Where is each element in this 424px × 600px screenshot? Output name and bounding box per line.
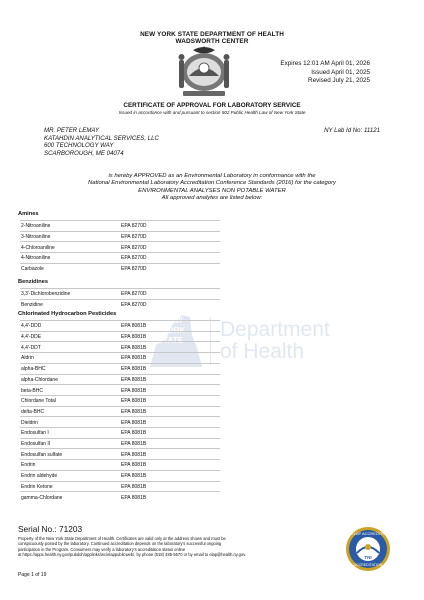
badge-center-text: TNI	[364, 555, 372, 560]
analyte-name: 3-Nitroaniline	[21, 234, 51, 241]
analyte-name: gamma-Chlordane	[21, 494, 63, 501]
analyte-method: EPA 8081B	[121, 408, 147, 415]
analyte-method: EPA 8081B	[121, 473, 147, 480]
footer-line-3: participation in the Program. Consumers may verify a laboratory's accreditation status online	[18, 546, 186, 552]
analyte-method: EPA 8270D	[121, 291, 147, 298]
analyte-method: EPA 8081B	[121, 323, 147, 330]
analyte-method: EPA 8270D	[121, 244, 147, 251]
analyte-name: 4,4'-DDE	[21, 334, 42, 341]
analyte-method: EPA 8081B	[121, 430, 147, 437]
analyte-name: Endosulfan sulfate	[21, 451, 63, 458]
nelap-accredited-badge-icon	[343, 525, 393, 573]
analyte-method: EPA 8270D	[121, 302, 147, 309]
serial-number: Serial No.: 71203	[18, 524, 83, 534]
analyte-row	[20, 299, 220, 311]
badge-bottom-text: ACCREDITATION	[353, 563, 383, 567]
analyte-row	[20, 491, 220, 503]
analyte-name: beta-BHC	[21, 387, 43, 394]
lab-id-number: NY Lab Id No: 11121	[324, 127, 380, 134]
analyte-name: 4-Chloroaniline	[21, 244, 55, 251]
analyte-name: Benzidine	[21, 302, 43, 309]
section-heading: Amines	[18, 211, 39, 217]
analyte-method: EPA 8081B	[121, 494, 147, 501]
approval-statement	[0, 173, 424, 203]
analyte-method: EPA 8081B	[121, 334, 147, 341]
issued-date: Issued April 01, 2025	[311, 68, 370, 76]
watermark-york: YORK	[162, 326, 186, 335]
badge-top-text: NELAP ACCREDITED	[348, 531, 388, 536]
analyte-name: Endosulfan II	[21, 441, 51, 448]
certificate-title: CERTIFICATE OF APPROVAL FOR LABORATORY SERVICE	[123, 102, 301, 109]
approval-line-2: National Environmental Laboratory Accreditation Conference Standards (2016) for the category	[88, 180, 336, 187]
analyte-row	[20, 263, 220, 275]
approval-line-1: is hereby APPROVED as an Environmental Laboratory in conformance with the	[108, 173, 316, 179]
analyte-method: EPA 8081B	[121, 355, 147, 362]
expires-date: Expires 12:01 AM April 01, 2026	[280, 60, 370, 67]
footer-line-1: Property of the New York State Department of Health. Certificates are valid only at the address shown and must be	[18, 536, 226, 541]
analyte-method: EPA 8081B	[121, 451, 147, 458]
laboratory-name: KATAHDIN ANALYTICAL SERVICES, LLC	[44, 134, 159, 142]
center-title: WADSWORTH CENTER	[175, 38, 249, 45]
analyte-method: EPA 8081B	[121, 483, 147, 490]
city-state-zip: SCARBOROUGH, ME 04074	[44, 149, 124, 157]
analyte-method: EPA 8081B	[121, 366, 147, 373]
revised-date: Revised July 21, 2025	[308, 77, 370, 85]
analyte-name: 4,4'-DDD	[21, 323, 42, 330]
analyte-name: Aldrin	[21, 355, 34, 362]
approval-line-4: All approved analytes are listed below:	[161, 195, 263, 202]
new-york-state-seal-icon	[171, 38, 237, 102]
analyte-name: alpha-Chlordane	[21, 376, 58, 383]
analyte-method: EPA 8081B	[121, 419, 147, 426]
watermark-new: NEW	[164, 316, 183, 325]
analyte-method: EPA 8081B	[121, 462, 147, 469]
analyte-method: EPA 8270D	[121, 255, 147, 262]
contact-name: MR. PETER LEMAY	[44, 127, 100, 134]
section-heading: Chlorinated Hydrocarbon Pesticides	[18, 311, 117, 317]
section-heading: Benzidines	[18, 279, 49, 285]
analyte-name: Endrin aldehyde	[21, 473, 58, 480]
analyte-name: Chlordane Total	[21, 398, 56, 405]
footer-line-2: conspicuously posted by the laboratory. Continued accreditation depends on the laboratory's successful ongoing	[18, 541, 222, 547]
expiry-block	[280, 60, 370, 86]
analyte-name: Endrin	[21, 462, 36, 469]
analyte-method: EPA 8081B	[121, 387, 147, 394]
laboratory-address	[44, 127, 159, 157]
analyte-method: EPA 8081B	[121, 398, 147, 405]
watermark-state: STATE	[158, 336, 184, 345]
footer-notice	[18, 536, 338, 558]
analyte-name: 2-Nitroaniline	[21, 223, 51, 230]
analyte-name: 4,4'-DDT	[21, 344, 41, 351]
analyte-name: 3,3'-Dichlorobenzidine	[21, 291, 71, 298]
analyte-name: delta-BHC	[21, 408, 45, 415]
page-number: Page 1 of 19	[18, 572, 47, 578]
footer-line-4: at https://apps.health.ny.gov/pubdoh/applinks/wc/elappublicweb/, by phone (518) 485-5570 or by email to elap@health.ny.gov.	[18, 552, 247, 558]
approval-category: ENVIRONMENTAL ANALYSES NON POTABLE WATER	[138, 187, 286, 194]
analyte-method: EPA 8270D	[121, 234, 147, 241]
analyte-method: EPA 8081B	[121, 344, 147, 351]
certificate-subtitle: Issued in accordance with and pursuant to section 502 Public Health Law of New York State	[118, 110, 306, 115]
analyte-name: Dieldrin	[21, 419, 38, 426]
street-address: 600 TECHNOLOGY WAY	[44, 142, 114, 150]
analyte-method: EPA 8270D	[121, 266, 147, 273]
analyte-method: EPA 8081B	[121, 376, 147, 383]
analyte-name: 4-Nitroaniline	[21, 255, 51, 262]
department-title: NEW YORK STATE DEPARTMENT OF HEALTH	[140, 31, 284, 38]
analyte-method: EPA 8081B	[121, 441, 147, 448]
analyte-name: Carbazole	[21, 266, 44, 273]
analyte-name: alpha-BHC	[21, 366, 46, 373]
watermark-of-health: of Health	[220, 340, 305, 363]
analyte-name: Endrin Ketone	[21, 483, 53, 490]
watermark-department: Department	[220, 318, 330, 341]
analyte-method: EPA 8270D	[121, 223, 147, 230]
analyte-name: Endosulfan I	[21, 430, 49, 437]
